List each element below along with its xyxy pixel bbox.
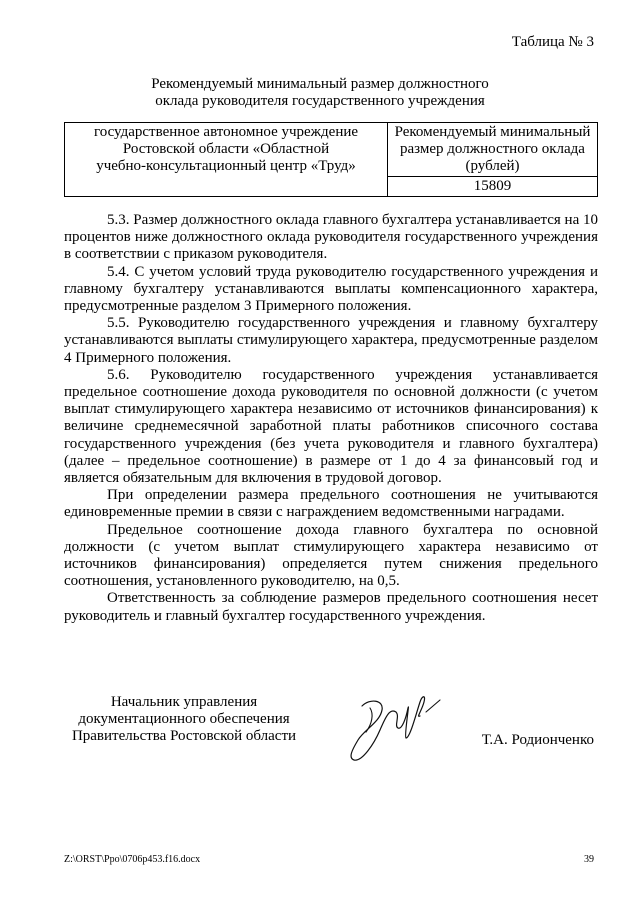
- footer-file-path: Z:\ORST\Ppo\0706p453.f16.docx: [64, 854, 201, 865]
- signatory-position-line2: документационного обеспечения: [78, 711, 290, 727]
- signatory-position: [64, 694, 304, 745]
- table-number-label: Таблица № 3: [511, 34, 594, 50]
- table-title: [0, 76, 640, 110]
- salary-header-cell: [388, 123, 598, 177]
- paragraph-5-5: 5.5. Руководителю государственного учреждения и главному бухгалтеру устанавливаются выплаты стимулирующего характера, предусмотренные разделом 4 Примерного положения.: [64, 315, 598, 366]
- signatory-position-line3: Правительства Ростовской области: [71, 728, 297, 744]
- paragraph-responsibility: Ответственность за соблюдение размеров предельного соотношения несет руководитель и главный бухгалтер государственного учреждения.: [64, 590, 598, 624]
- salary-table: [64, 122, 598, 197]
- signatory-name: Т.А. Родионченко: [481, 732, 594, 748]
- paragraph-5-4: 5.4. С учетом условий труда руководителю государственного учреждения и главному бухгалтеру устанавливаются выплаты компенсационного характера, предусмотренные разделом 3 Примерного положения.: [64, 263, 598, 315]
- paragraph-5-3: 5.3. Размер должностного оклада главного бухгалтера устанавливается на 10 процентов ниже должностного оклада руководителя государственного учреждения в соответствии с приказом руководителя.: [64, 212, 598, 263]
- paragraph-premiums: При определении размера предельного соотношения не учитываются единовременные премии в связи с награждением ведомственными наградами.: [64, 487, 598, 521]
- institution-line1: государственное автономное учреждение: [93, 124, 359, 140]
- table-title-line2: оклада руководителя государственного учреждения: [155, 93, 485, 109]
- institution-line2: Ростовской области «Областной: [122, 141, 330, 157]
- paragraph-chief-accountant: Предельное соотношение дохода главного бухгалтера по основной должности (с учетом выплат стимулирующего характера независимо от источников финансирования) определяется путем снижения предельного соотношения, установленного руководителю, на 0,5.: [64, 521, 598, 590]
- signatory-position-line1: Начальник управления: [110, 694, 258, 710]
- salary-value-cell: 15809: [388, 177, 598, 197]
- institution-cell: [65, 123, 388, 197]
- body-text: [64, 212, 598, 625]
- table-title-line1: Рекомендуемый минимальный размер должностного: [151, 76, 489, 92]
- handwritten-signature: [340, 678, 450, 768]
- paragraph-5-6: 5.6. Руководителю государственного учреждения устанавливается предельное соотношение дохода руководителя по основной должности (с учетом выплат стимулирующего характера независимо от источников финансирования) к величине среднемесячной заработной платы работников списочного состава государственного учреждения (без учета руководителя и главного бухгалтера) (далее – предельное соотношение) в размере от 1 до 4 за финансовый год и является обязательным для включения в трудовой договор.: [64, 366, 598, 487]
- institution-line3: учебно-консультационный центр «Труд»: [96, 158, 356, 174]
- salary-header-line3: (рублей): [465, 158, 520, 174]
- salary-header-line2: размер должностного оклада: [400, 141, 585, 157]
- footer-page-number: 39: [584, 854, 594, 865]
- salary-header-line1: Рекомендуемый минимальный: [394, 124, 591, 140]
